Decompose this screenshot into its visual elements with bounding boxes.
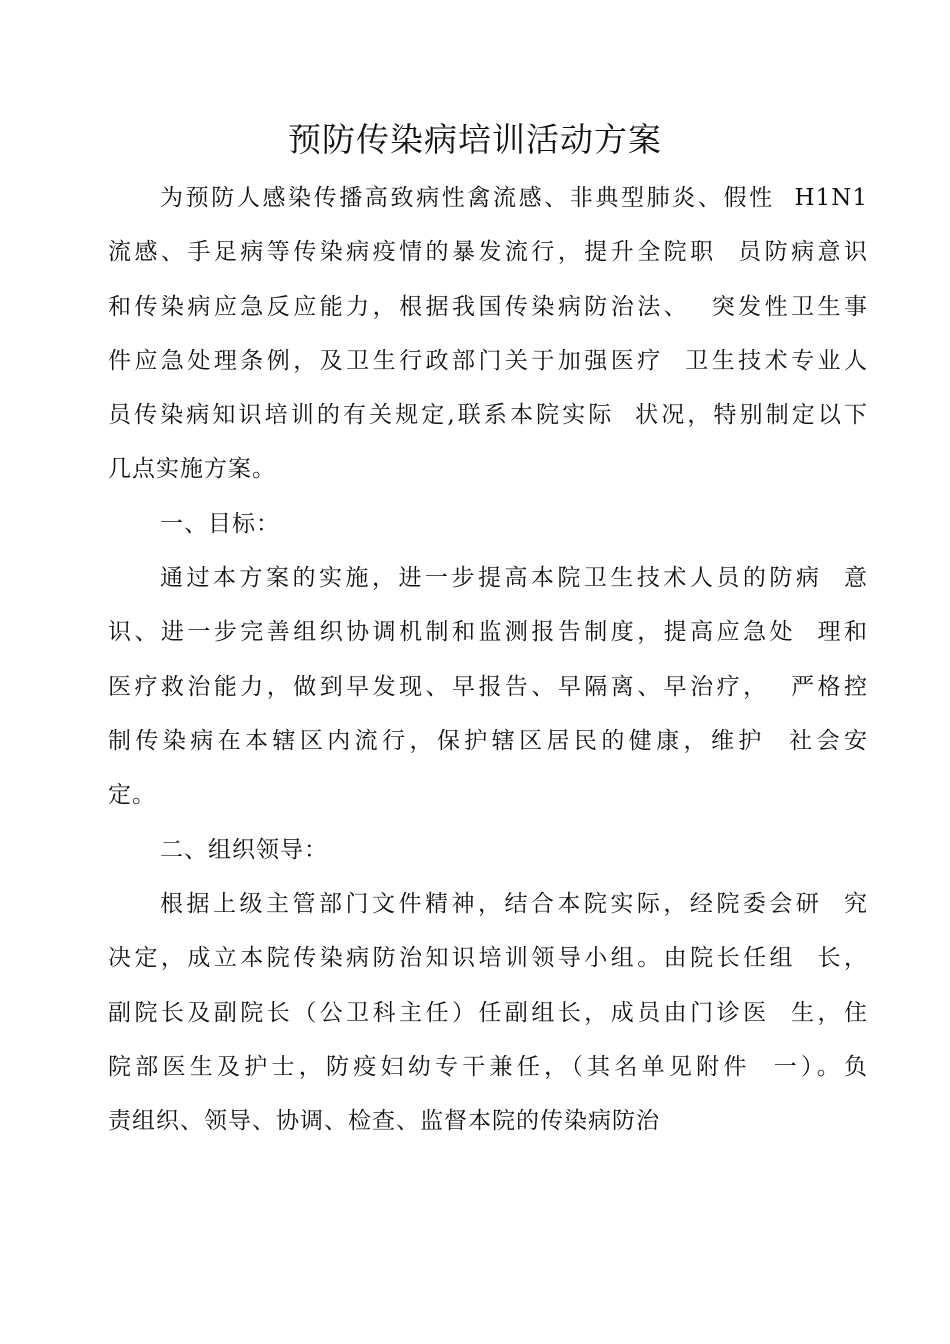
intro-line-4: 件应急处理条例，及卫生行政部门关于加强医疗 卫生技术专业人 <box>108 348 868 374</box>
section-heading-organization: 二、组织领导： <box>160 837 328 863</box>
document-title: 预防传染病培训活动方案 <box>288 120 662 159</box>
intro-line-3: 和传染病应急反应能力，根据我国传染病防治法、 突发性卫生事 <box>108 294 868 320</box>
org-line-1: 根据上级主管部门文件精神，结合本院实际，经院委会研 究 <box>160 891 868 917</box>
org-line-5: 责组织、领导、协调、检查、监督本院的传染病防治 <box>108 1108 660 1134</box>
org-line-3: 副院长及副院长（公卫科主任）任副组长，成员由门诊医 生，住 <box>108 1000 868 1026</box>
org-line-2: 决定，成立本院传染病防治知识培训领导小组。由院长任组 长， <box>108 945 868 971</box>
org-line-4: 院部医生及护士，防疫妇幼专干兼任，（其名单见附件 一）。负 <box>108 1054 868 1080</box>
intro-line-2: 流感、手足病等传染病疫情的暴发流行，提升全院职 员防病意识 <box>108 239 868 265</box>
goal-line-2: 识、进一步完善组织协调机制和监测报告制度，提高应急处 理和 <box>108 619 868 645</box>
intro-line-6: 几点实施方案。 <box>108 456 276 482</box>
intro-line-5: 员传染病知识培训的有关规定,联系本院实际 状况，特别制定以下 <box>108 402 868 428</box>
section-heading-goal: 一、目标： <box>160 511 280 537</box>
goal-line-1: 通过本方案的实施，进一步提高本院卫生技术人员的防病 意 <box>160 565 868 591</box>
goal-line-4: 制传染病在本辖区内流行，保护辖区居民的健康，维护 社会安 <box>108 728 868 754</box>
intro-line-1: 为预防人感染传播高致病性禽流感、非典型肺炎、假性 H1N1 <box>160 185 868 211</box>
goal-line-3: 医疗救治能力，做到早发现、早报告、早隔离、早治疗， 严格控 <box>108 674 868 700</box>
goal-line-5: 定。 <box>108 782 156 808</box>
